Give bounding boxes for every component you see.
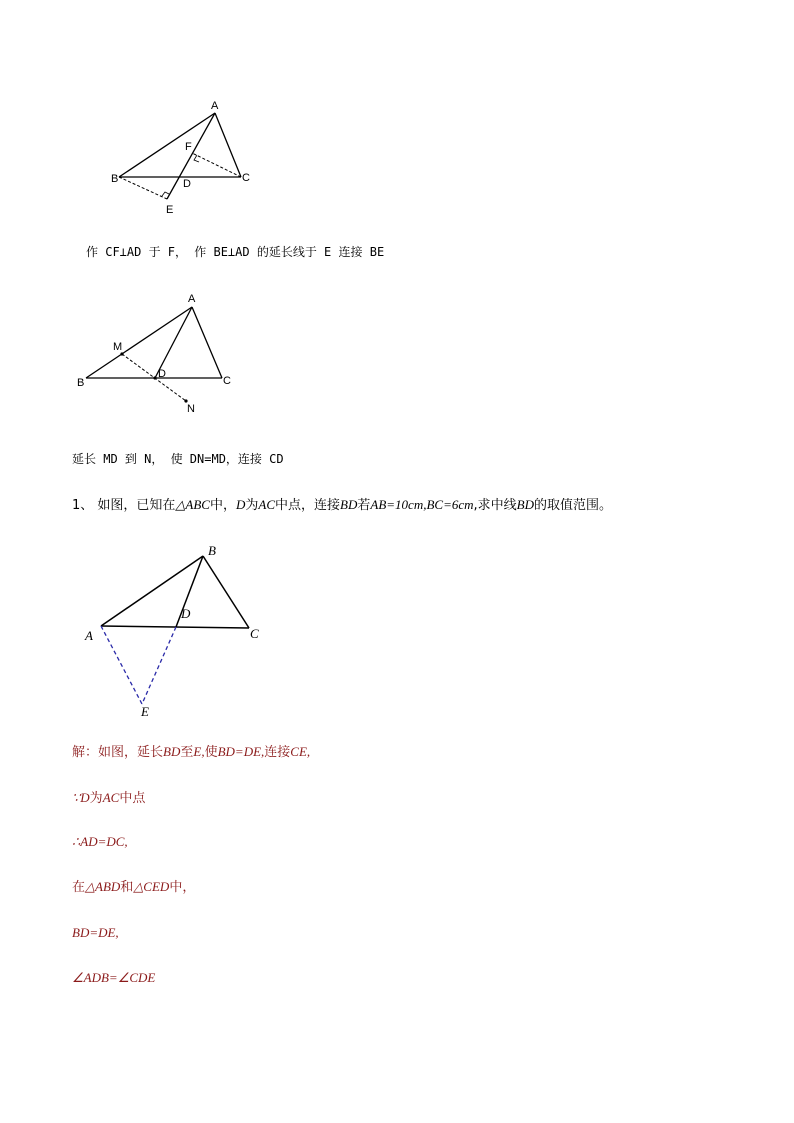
solution-line-6: ∠ADB=∠CDE	[72, 970, 156, 985]
figure-triangle-cf-be	[100, 95, 270, 220]
segment-cf	[192, 153, 241, 177]
label-b: B	[77, 377, 85, 389]
segment-ae	[101, 626, 142, 704]
segment-ac	[192, 307, 222, 378]
caption-2: 延长 MD 到 N， 使 DN=MD，连接 CD	[72, 452, 284, 466]
label-c: C	[242, 172, 250, 184]
label-d: D	[181, 606, 191, 621]
solution-line-3: ∴AD=DC,	[72, 834, 128, 849]
problem-number: 1、	[72, 498, 94, 513]
problem-statement: 1、 如图，已知在△ABC中，D为AC中点，连接BD若AB=10cm,BC=6cm,求中线BD的取值范围。	[72, 497, 613, 513]
label-e: E	[141, 704, 149, 719]
label-b: B	[208, 543, 216, 558]
label-d: D	[183, 178, 191, 190]
segment-bc	[203, 556, 249, 628]
segment-be	[119, 177, 167, 199]
point-d	[153, 376, 156, 379]
segment-ab	[119, 113, 215, 177]
segment-ae	[167, 113, 215, 199]
segment-ab	[86, 307, 192, 378]
segment-de	[142, 627, 176, 704]
label-d: D	[158, 368, 166, 380]
segment-ac	[215, 113, 241, 177]
label-a: A	[188, 293, 196, 305]
label-c: C	[223, 375, 231, 387]
figure-triangle-extend-bd	[78, 538, 268, 723]
caption-1: 作 CF⊥AD 于 F， 作 BE⊥AD 的延长线于 E 连接 BE	[86, 245, 385, 259]
label-n: N	[187, 403, 195, 415]
label-f: F	[185, 141, 192, 153]
label-e: E	[166, 204, 174, 216]
right-angle-mark-e	[162, 192, 169, 196]
solution-line-5: BD=DE,	[72, 925, 119, 940]
solution-line-1: 解：如图，延长BD至E,使BD=DE,连接CE,	[72, 744, 311, 760]
label-c: C	[250, 626, 259, 641]
label-a: A	[211, 100, 219, 112]
figure-triangle-mdn	[70, 285, 245, 420]
label-b: B	[111, 173, 119, 185]
solution-line-4: 在△ABD和△CED中，	[72, 879, 196, 895]
label-a: A	[85, 628, 93, 643]
label-m: M	[113, 341, 123, 353]
solution-line-2: ∵D为AC中点	[72, 790, 146, 806]
